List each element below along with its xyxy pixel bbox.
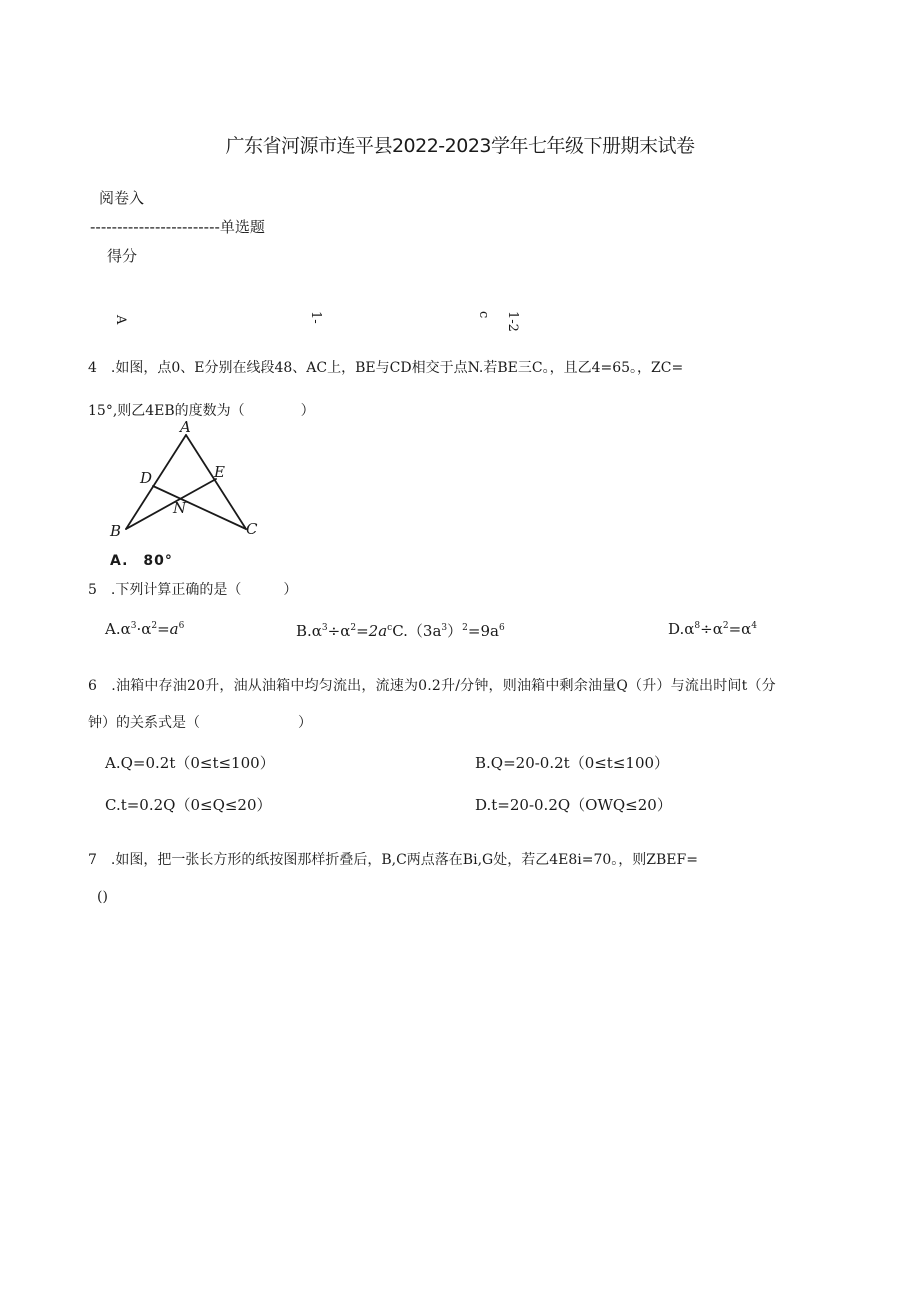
garbled-mark-b: 1- — [308, 311, 323, 324]
question-6-option-a: A.Q=0.2t（0≤t≤100） — [105, 754, 275, 772]
question-5-option-a: $A.\alpha^3\cdot\alpha^2=a^6$ — [105, 620, 185, 638]
label-e: E — [214, 463, 225, 481]
question-5-stem: 5 .下列计算正确的是（ ） — [88, 582, 298, 598]
question-4-option-a: A. 80° — [110, 553, 173, 569]
question-7-line1: 7 .如图，把一张长方形的纸按图那样折叠后，B,C两点落在Bi,G处，若乙4E8i=70。，则ZBEF= — [88, 852, 698, 868]
question-7-line2: () — [97, 889, 108, 905]
reviewer-label: 阅卷入 — [99, 189, 145, 207]
garbled-mark-c: c — [476, 311, 491, 319]
score-label: 得分 — [107, 247, 138, 265]
triangle-figure — [106, 418, 266, 550]
question-4-line2: 15°,则乙4EB的度数为（ ） — [88, 403, 315, 419]
question-6-option-b: B.Q=20-0.2t（0≤t≤100） — [475, 754, 670, 772]
label-b: B — [110, 522, 122, 540]
page-title: 广东省河源市连平县2022-2023学年七年级下册期末试卷 — [225, 135, 695, 157]
question-6-line2: 钟）的关系式是（ ） — [88, 715, 312, 731]
label-a: A — [180, 418, 191, 436]
label-n: N — [173, 499, 187, 517]
question-4-line1: 4 .如图，点0、E分别在线段48、AC上，BE与CD相交于点N.若BE三C。，且乙4=65。，ZC= — [88, 360, 684, 376]
question-6-line1: 6 .油箱中存油20升，油从油箱中均匀流出，流速为0.2升/分钟，则油箱中剩余油量Q（升）与流出时间t（分 — [88, 678, 776, 694]
label-c: C — [246, 520, 258, 538]
garbled-mark-d: 1-2 — [505, 311, 520, 332]
label-d: D — [140, 469, 153, 487]
question-6-option-d: D.t=20-0.2Q（OWQ≤20） — [475, 796, 672, 814]
question-5-option-b: $B.\alpha^3\div\alpha^2=2a^cC.(3a^3)^2=9a^6$ — [296, 622, 505, 640]
garbled-mark-a: A — [113, 315, 128, 325]
section-heading: ------------------------单选题 — [90, 218, 265, 236]
question-5-option-d: $D.\alpha^8\div\alpha^2=\alpha^4$ — [668, 620, 757, 638]
triangle-diagram — [106, 418, 266, 546]
question-6-option-c: C.t=0.2Q（0≤Q≤20） — [105, 796, 272, 814]
